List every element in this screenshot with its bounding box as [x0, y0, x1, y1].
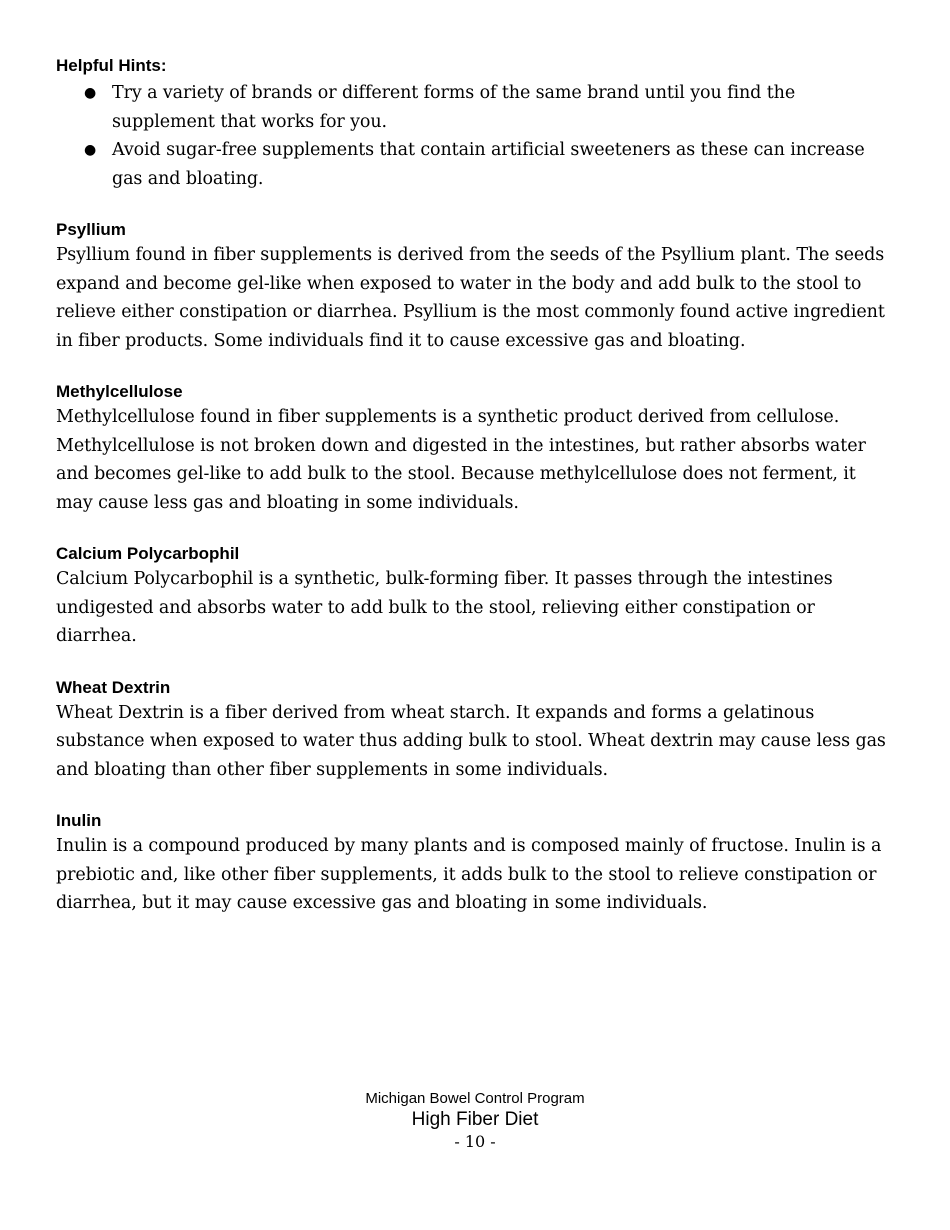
section-body: Wheat Dextrin is a fiber derived from wheat starch. It expands and forms a gelatinous substance when exposed to water thus adding bulk to stool. Wheat dextrin may cause less gas and bloating than other fiber supplements in some individuals.	[56, 702, 886, 780]
section-heading: Psyllium	[56, 220, 126, 239]
section-wheat-dextrin	[56, 677, 896, 785]
bullet-icon: ●	[84, 142, 97, 158]
footer-document-title: High Fiber Diet	[411, 1109, 539, 1130]
section-calcium-polycarbophil	[56, 543, 896, 651]
section-psyllium	[56, 219, 896, 355]
section-heading: Methylcellulose	[56, 382, 183, 401]
document-page	[56, 55, 896, 918]
hint-text: Try a variety of brands or different forms of the same brand until you find the supplement that works for you.	[112, 83, 796, 132]
helpful-hints-section	[56, 55, 896, 193]
list-item	[56, 136, 896, 193]
section-inulin	[56, 810, 896, 918]
section-heading: Calcium Polycarbophil	[56, 544, 240, 563]
section-body: Inulin is a compound produced by many plants and is composed mainly of fructose. Inulin is a prebiotic and, like other fiber supplements, it adds bulk to the stool to relieve constipation or diarrhea, but it may cause excessive gas and bloating in some individuals.	[56, 836, 882, 913]
section-body: Methylcellulose found in fiber supplements is a synthetic product derived from cellulose. Methylcellulose is not broken down and digested in the intestines, but rather absorbs water and becomes gel-like to add bulk to the stool. Because methylcellulose does not ferment, it may cause less gas and bloating in some individuals.	[56, 407, 866, 513]
helpful-hints-list	[56, 79, 896, 193]
section-methylcellulose	[56, 381, 896, 517]
bullet-icon: ●	[84, 85, 97, 101]
section-heading: Inulin	[56, 811, 102, 830]
footer-page-number: - 10 -	[454, 1132, 496, 1151]
footer-organization: Michigan Bowel Control Program	[365, 1090, 585, 1107]
section-body: Psyllium found in fiber supplements is derived from the seeds of the Psyllium plant. The seeds expand and become gel-like when exposed to water in the body and add bulk to the stool to relieve either constipation or diarrhea. Psyllium is the most commonly found active ingredient in fiber products. Some individuals find it to cause excessive gas and bloating.	[56, 245, 885, 351]
hint-text: Avoid sugar-free supplements that contain artificial sweeteners as these can increase gas and bloating.	[112, 140, 865, 189]
list-item	[56, 79, 896, 136]
section-body: Calcium Polycarbophil is a synthetic, bulk-forming fiber. It passes through the intestines undigested and absorbs water to add bulk to the stool, relieving either constipation or diarrhea.	[56, 569, 833, 646]
page-footer	[0, 1089, 950, 1153]
helpful-hints-heading: Helpful Hints:	[56, 56, 167, 75]
section-heading: Wheat Dextrin	[56, 677, 171, 697]
